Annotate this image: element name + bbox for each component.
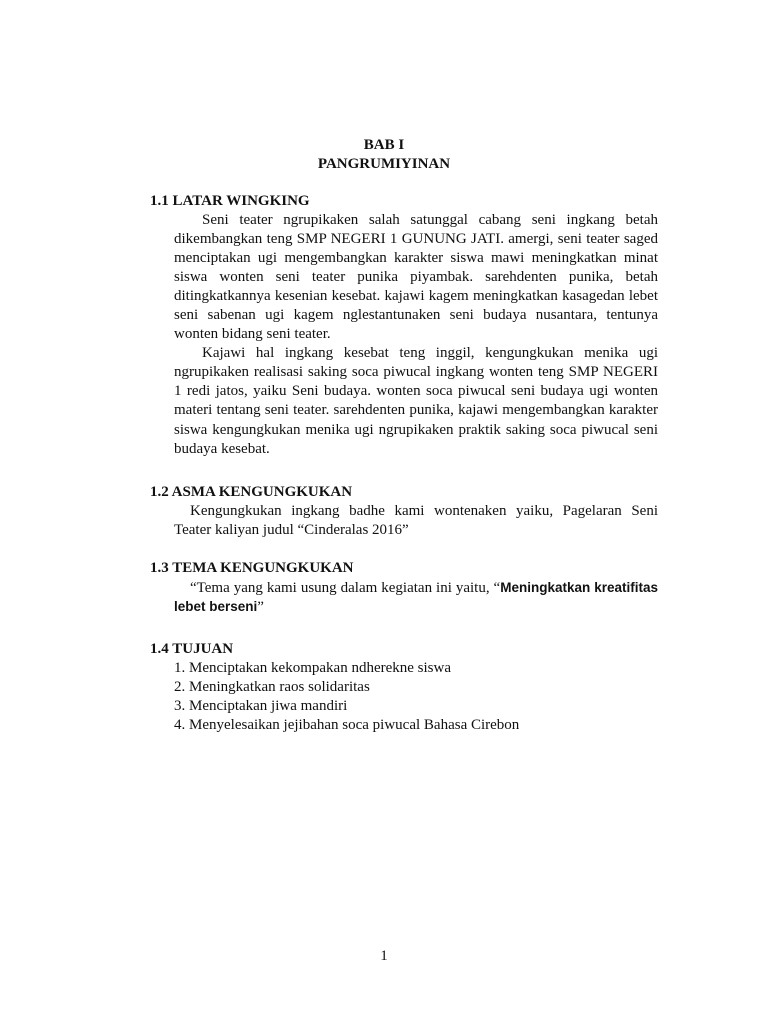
theme-prefix: “Tema yang kami usung dalam kegiatan ini yaitu, “ bbox=[190, 580, 501, 596]
section-heading-latar-wingking: 1.1 LATAR WINGKING bbox=[150, 193, 310, 209]
section-heading-asma-kengungkukan: 1.2 ASMA KENGUNGKUKAN bbox=[150, 484, 353, 500]
chapter-header bbox=[0, 136, 768, 174]
section-body-asma-kengungkukan bbox=[174, 502, 658, 540]
theme-suffix: ” bbox=[257, 599, 264, 616]
section-body-latar-wingking bbox=[174, 211, 658, 459]
section-heading-tema-kengungkukan: 1.3 TEMA KENGUNGKUKAN bbox=[150, 560, 354, 576]
paragraph: Seni teater ngrupikaken salah satunggal cabang seni ingkang betah dikembangkan teng SMP NEGERI 1 GUNUNG JATI. amergi, seni teater saged menciptakan ugi mengembangkan karakter siswa mawi meningkatkan minat siswa wonten seni teater punika piyambak. sarehdenten punika, betah ditingkatkannya kesenian kesebat. kajawi kagem meningkatkan kasagedan lebet seni sabenan ugi kagem nglestantunaken seni budaya nusantara, tentunya wonten bidang seni teater. bbox=[174, 212, 658, 343]
chapter-number: BAB I bbox=[363, 137, 405, 153]
list-item: 2. Meningkatkan raos solidaritas bbox=[174, 679, 370, 696]
tujuan-list bbox=[174, 659, 519, 735]
paragraph: Kajawi hal ingkang kesebat teng inggil, kengungkukan menika ugi ngrupikaken realisasi saking soca piwucal ingkang wonten teng SMP NEGERI 1 redi jatos, yaiku Seni budaya. wonten soca piwucal seni budaya ugi wonten materi tentang seni teater. sarehdenten punika, kajawi mengembangkan karakter siswa kengungkukan menika ugi ngrupikaken praktik saking soca piwucal seni budaya kesebat. bbox=[174, 345, 658, 457]
list-item: 3. Menciptakan jiwa mandiri bbox=[174, 698, 348, 715]
list-item: 1. Menciptakan kekompakan ndherekne siswa bbox=[174, 660, 451, 676]
list-item: 4. Menyelesaikan jejibahan soca piwucal Bahasa Cirebon bbox=[174, 717, 520, 734]
paragraph: Kengungkukan ingkang badhe kami wontenaken yaiku, Pagelaran Seni Teater kaliyan judul “Cinderalas 2016” bbox=[174, 503, 658, 539]
section-body-tema-kengungkukan bbox=[174, 579, 658, 617]
theme-paragraph bbox=[174, 579, 658, 617]
chapter-title: PANGRUMIYINAN bbox=[317, 156, 451, 173]
page-number: 1 bbox=[380, 948, 388, 964]
theme-bold: Meningkatkan kreatifitas lebet berseni bbox=[174, 580, 658, 615]
section-heading-tujuan: 1.4 TUJUAN bbox=[150, 641, 234, 657]
